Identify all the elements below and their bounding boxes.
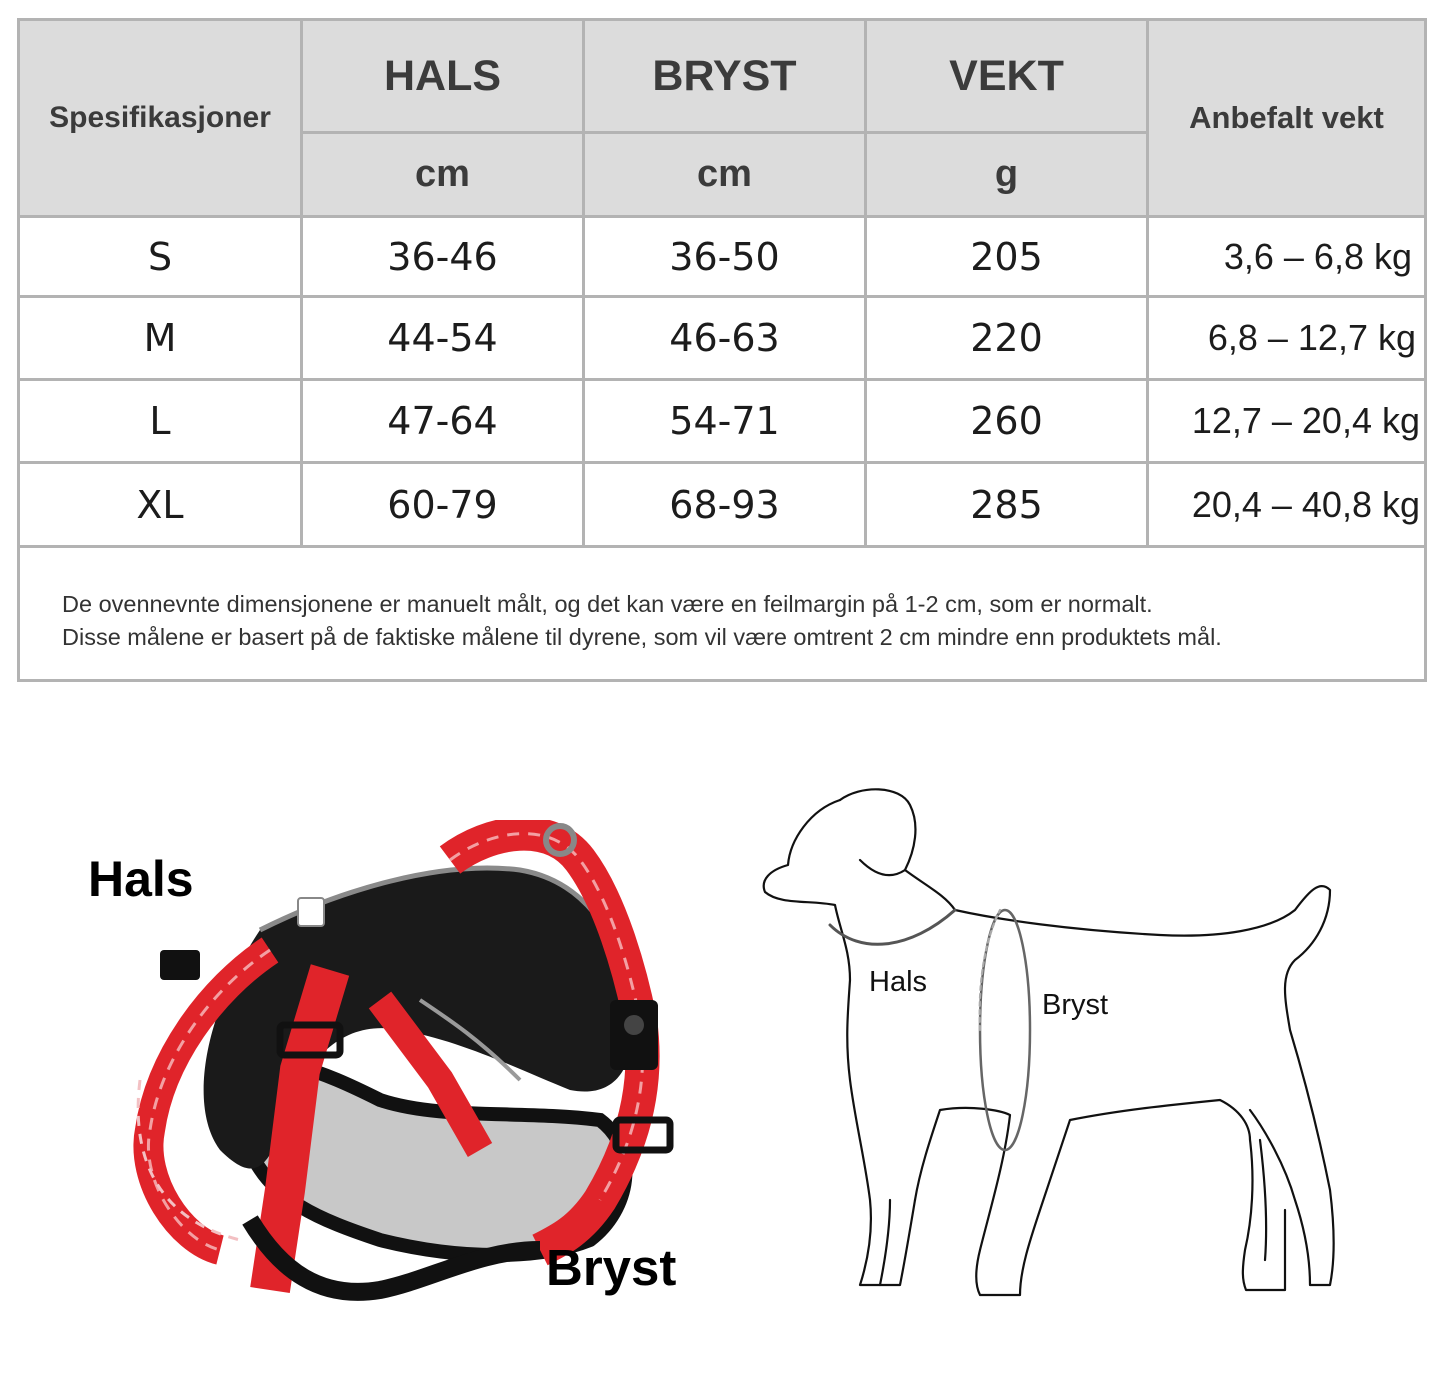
row-s-size: S: [20, 218, 303, 298]
row-l-hals: 47-64: [303, 381, 585, 464]
harness-label-hals: Hals: [88, 851, 194, 907]
unit-vekt: g: [867, 134, 1149, 218]
header-vekt: VEKT: [867, 21, 1149, 134]
measurement-note: [20, 548, 1424, 679]
unit-hals: cm: [303, 134, 585, 218]
row-xl-size: XL: [20, 464, 303, 548]
row-xl-bryst: 68-93: [585, 464, 867, 548]
row-m-hals: 44-54: [303, 298, 585, 381]
dog-label-hals: Hals: [869, 966, 928, 998]
harness-label-bryst: Bryst: [546, 1239, 677, 1296]
header-bryst: BRYST: [585, 21, 867, 134]
note-line-1: De ovennevnte dimensjonene er manuelt målt, og det kan være en feilmargin på 1-2 cm, som er normalt.: [62, 591, 1153, 617]
header-hals: HALS: [303, 21, 585, 134]
dog-outline: [740, 780, 1360, 1320]
row-s-hals: 36-46: [303, 218, 585, 298]
header-anbefalt: Anbefalt vekt: [1149, 21, 1424, 218]
row-m-size: M: [20, 298, 303, 381]
row-s-bryst: 36-50: [585, 218, 867, 298]
row-l-size: L: [20, 381, 303, 464]
row-m-anbefalt: 6,8 – 12,7 kg: [1149, 298, 1424, 381]
row-s-anbefalt: 3,6 – 6,8 kg: [1149, 218, 1424, 298]
row-l-vekt: 260: [867, 381, 1149, 464]
row-xl-anbefalt: 20,4 – 40,8 kg: [1149, 464, 1424, 548]
row-xl-hals: 60-79: [303, 464, 585, 548]
row-l-anbefalt: 12,7 – 20,4 kg: [1149, 381, 1424, 464]
unit-bryst: cm: [585, 134, 867, 218]
row-s-vekt: 205: [867, 218, 1149, 298]
size-table: [17, 18, 1427, 682]
row-m-vekt: 220: [867, 298, 1149, 381]
row-xl-vekt: 285: [867, 464, 1149, 548]
note-line-2: Disse målene er basert på de faktiske målene til dyrene, som vil være omtrent 2 cm mindre enn produktets mål.: [62, 624, 1222, 650]
row-m-bryst: 46-63: [585, 298, 867, 381]
row-l-bryst: 54-71: [585, 381, 867, 464]
header-spec: Spesifikasjoner: [20, 21, 303, 218]
dog-label-bryst: Bryst: [1042, 989, 1109, 1021]
